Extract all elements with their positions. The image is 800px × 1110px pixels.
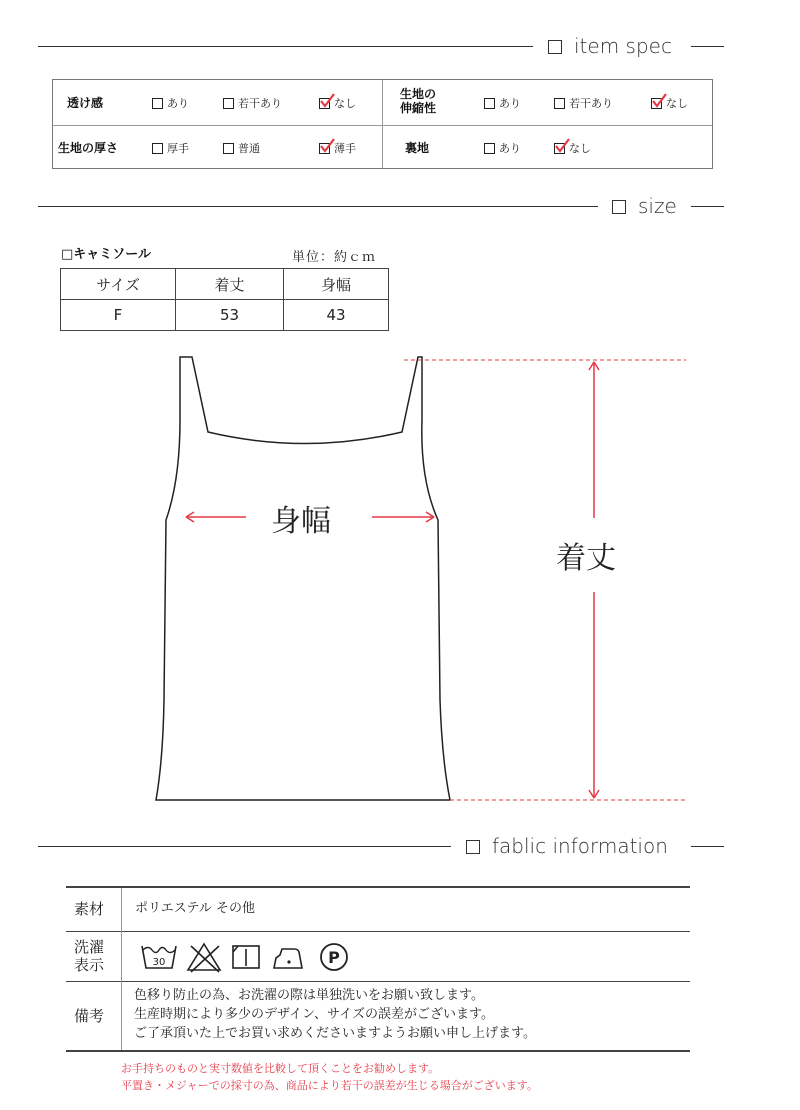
spec-option-selected: なし: [651, 95, 688, 111]
spec-option: 普通: [223, 140, 260, 156]
table-header-row: [61, 269, 389, 300]
checkbox-icon: [152, 143, 163, 154]
care-symbols: [140, 940, 360, 974]
note-line: ご了承頂いた上でお買い求めくださいますようお願い申し上げます。: [134, 1026, 536, 1041]
red-note-line: お手持ちのものと実寸数値を比較して頂くことをお勧めします。: [121, 1062, 440, 1075]
spec-option: 若干あり: [223, 95, 282, 111]
wash-30-icon: [142, 946, 176, 968]
fabric-row-divider: [66, 931, 690, 932]
square-bullet-icon: [612, 200, 626, 214]
fabric-divider-tail: [691, 846, 724, 847]
spec-label-line: 生地の: [400, 87, 437, 101]
spec-col-divider: [382, 80, 383, 168]
checked-checkbox-icon: [319, 143, 330, 154]
material-value: ポリエステル その他: [135, 901, 255, 916]
checkbox-icon: [223, 98, 234, 109]
spec-label-transparency: 透け感: [67, 96, 104, 110]
fabric-table-border: [66, 1050, 690, 1052]
fabric-col-divider: [121, 888, 122, 1050]
item-spec-title: item spec: [548, 34, 672, 58]
size-title: size: [612, 194, 677, 218]
svg-text:P: P: [328, 948, 340, 967]
camisole-outline: [156, 357, 450, 800]
checked-checkbox-icon: [319, 98, 330, 109]
size-divider-tail: [691, 206, 724, 207]
wash-label-line: 洗濯: [74, 938, 105, 956]
checkbox-icon: [484, 143, 495, 154]
table-cell: F: [61, 300, 176, 331]
line-dry-shade-icon: [233, 946, 259, 968]
fabric-table-border: [66, 886, 690, 888]
table-cell: 43: [284, 300, 389, 331]
spec-option: あり: [484, 95, 521, 111]
fabric-divider: [38, 846, 451, 847]
square-bullet-icon: [548, 40, 562, 54]
spec-option-selected: なし: [319, 95, 356, 111]
note-line: 色移り防止の為、お洗濯の際は単独洗いをお願い致します。: [134, 988, 484, 1003]
material-label: 素材: [74, 900, 105, 918]
checkbox-icon: [554, 98, 565, 109]
wash-label-line: 表示: [74, 956, 105, 974]
length-measure-label: 着丈: [556, 541, 616, 576]
checked-checkbox-icon: [651, 98, 662, 109]
size-unit-label: 単位：約ｃｍ: [292, 250, 377, 265]
spec-label-line: 伸縮性: [400, 101, 437, 115]
spec-option-selected: なし: [554, 140, 591, 156]
width-measure-label: 身幅: [271, 504, 331, 539]
spec-option: 若干あり: [554, 95, 613, 111]
spec-option: あり: [152, 95, 189, 111]
spec-label-thickness: 生地の厚さ: [58, 141, 119, 155]
table-header-cell: サイズ: [61, 269, 176, 300]
iron-low-icon: [274, 949, 302, 968]
size-table: [60, 268, 389, 331]
square-bullet-icon: [466, 840, 480, 854]
dry-clean-p-icon: [321, 944, 347, 970]
table-row: [61, 300, 389, 331]
size-divider: [38, 206, 598, 207]
checked-checkbox-icon: [554, 143, 565, 154]
svg-text:30: 30: [152, 957, 166, 968]
fabric-row-divider: [66, 981, 690, 982]
spec-option: 厚手: [152, 140, 189, 156]
table-header-cell: 着丈: [176, 269, 284, 300]
no-bleach-icon: [188, 944, 220, 972]
note-line: 生産時期により多少のデザイン、サイズの誤差がございます。: [134, 1007, 494, 1022]
item-spec-divider: [38, 46, 533, 47]
red-note-line: 平置き・メジャーでの採寸の為、商品により若干の誤差が生じる場合がございます。: [121, 1079, 538, 1092]
checkbox-icon: [223, 143, 234, 154]
fabric-title: fablic information: [466, 834, 668, 858]
wash-label: [74, 938, 104, 974]
spec-option-selected: 薄手: [319, 140, 356, 156]
size-table-caption: □キャミソール: [61, 247, 152, 262]
table-cell: 53: [176, 300, 284, 331]
checkbox-icon: [152, 98, 163, 109]
item-spec-divider-tail: [691, 46, 724, 47]
table-header-cell: 身幅: [284, 269, 389, 300]
checkbox-icon: [484, 98, 495, 109]
spec-label-lining: 裏地: [405, 141, 430, 155]
item-spec-table: [52, 79, 713, 169]
notes-label: 備考: [74, 1007, 105, 1025]
spec-label-stretch: [400, 87, 436, 115]
spec-option: あり: [484, 140, 521, 156]
camisole-illustration: [0, 340, 800, 820]
